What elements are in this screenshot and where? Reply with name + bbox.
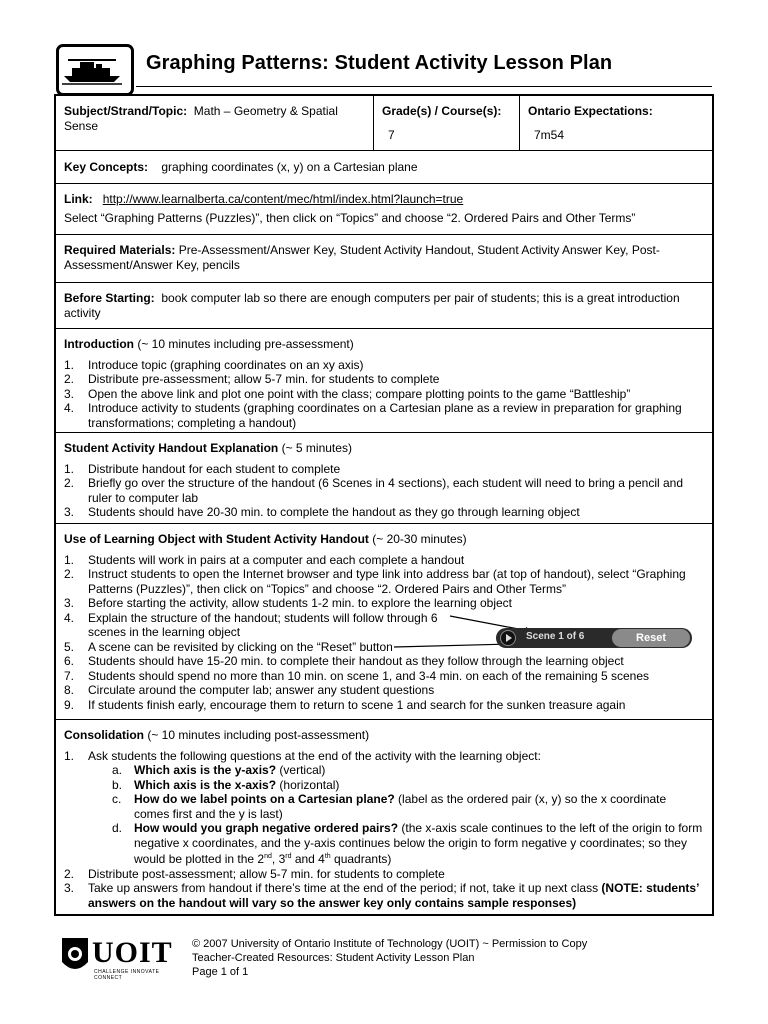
scene-navigator-screenshot (496, 628, 692, 648)
question-item: c. How do we label points on a Cartesian plane? (label as the ordered pair (x, y) so the x coordinate comes first and the y is last) (112, 792, 667, 821)
consolidation-list (64, 749, 704, 911)
ship-logo (56, 44, 134, 96)
key-concepts-label: Key Concepts: (64, 160, 149, 174)
uoit-logo-text: UOIT (92, 936, 173, 969)
play-icon (500, 630, 516, 646)
subject-label: Subject/Strand/Topic: (64, 104, 188, 118)
page-number: Page 1 of 1 (192, 966, 249, 978)
use-label: Use of Learning Object with Student Activity Handout (64, 532, 369, 546)
battleship-icon (62, 50, 122, 86)
list-item: 3. Open the above link and plot one point with the class; compare plotting points to the game “Battleship” (64, 386, 631, 401)
question-item: a. Which axis is the y-axis? (vertical) (112, 763, 326, 777)
list-item: 2. Distribute pre-assessment; allow 5-7 min. for students to complete (64, 372, 440, 386)
list-item: 4. Explain the structure of the handout; students will follow through 6 scenes in the learning object (64, 610, 438, 639)
list-item: 6. Students should have 15-20 min. to complete their handout as they follow through the learning object (64, 654, 624, 668)
uoit-shield-icon (60, 936, 90, 976)
handout-note: (~ 5 minutes) (281, 441, 352, 455)
uoit-tagline: CHALLENGE INNOVATE CONNECT (94, 969, 160, 981)
expectations-value: 7m54 (534, 127, 565, 142)
subject-value: Math – Geometry & Spatial Sense (64, 104, 338, 133)
link-label: Link: (64, 192, 93, 206)
introduction-note: (~ 10 minutes including pre-assessment) (137, 337, 354, 351)
expectations-label: Ontario Expectations: (528, 104, 653, 118)
consolidation-note: (~ 10 minutes including post-assessment) (147, 728, 370, 742)
materials-label: Required Materials: (64, 243, 176, 257)
title-divider (136, 86, 712, 87)
list-item: 1. Students will work in pairs at a computer and each complete a handout (64, 552, 465, 567)
lesson-plan-table (54, 94, 714, 916)
resource-line: Teacher-Created Resources: Student Activity Lesson Plan (192, 952, 475, 964)
list-item: 2. Distribute post-assessment; allow 5-7 min. for students to complete (64, 866, 445, 881)
handout-label: Student Activity Handout Explanation (64, 441, 279, 455)
grade-label: Grade(s) / Course(s): (382, 104, 502, 118)
link-instruction: Select “Graphing Patterns (Puzzles)”, then click on “Topics” and choose “2. Ordered Pairs and Other Terms” (64, 210, 636, 225)
list-item: 8. Circulate around the computer lab; answer any student questions (64, 683, 435, 697)
list-item: 1. Ask students the following questions at the end of the activity with the learning object: a. Which axis is the y-axis? (vertical) b. Which axis is the x-axis? (horizontal) c. How do we label points on a Cartesian plane? (label as the ordered pair (x, y) so the x coordinate comes first and the y is last) d. How would you graph negative ordered pairs? (the x-axis scale continues to the left of the origin to form negative x coordinates, and the y-axis continues below the origin to form negative y coordinates; so they would be plotted in the 2nd, 3rd and 4th quadrants) (64, 748, 703, 866)
before-label: Before Starting: (64, 291, 155, 305)
list-item: 7. Students should spend no more than 10 min. on scene 1, and 3-4 min. on each of the remaining 5 scenes (64, 668, 650, 683)
page-title: Graphing Patterns: Student Activity Lesson Plan (146, 52, 613, 74)
reset-button-image: Reset (612, 629, 690, 647)
list-item: 9. If students finish early, encourage them to return to scene 1 and search for the sunken treasure again (64, 697, 626, 712)
annotation-arrows (56, 96, 712, 656)
list-item: 1. Distribute handout for each student to complete (64, 461, 341, 476)
list-item: 2. Briefly go over the structure of the handout (6 Scenes in 4 sections), each student will need to bring a pencil and ruler to computer lab (64, 476, 684, 505)
list-item: 5. A scene can be revisited by clicking on the “Reset” button (64, 639, 393, 654)
introduction-label: Introduction (64, 337, 134, 351)
question-item: b. Which axis is the x-axis? (horizontal) (112, 777, 340, 792)
list-item: 2. Instruct students to open the Internet browser and type link into address bar (at top of handout), select “Graphing Patterns (Puzzles)”, then click on “Topics” and choose “2. Ordered Pairs and Other Terms” (64, 567, 686, 596)
scene-counter: Scene 1 of 6 (526, 631, 585, 642)
copyright-line: © 2007 University of Ontario Institute of Technology (UOIT) ~ Permission to Copy (192, 938, 588, 950)
question-item: d. How would you graph negative ordered pairs? (the x-axis scale continues to the left of the origin to form negative x coordinates, and the y-axis continues below the origin to form negative y coordinates; so they would be plotted in the 2nd, 3rd and 4th quadrants) (112, 821, 703, 866)
materials-value: Pre-Assessment/Answer Key, Student Activity Handout, Student Activity Answer Key, Post-Assessment/Answer Key, pencils (64, 243, 660, 272)
list-item: 3. Students should have 20-30 min. to complete the handout as they go through learning object (64, 505, 580, 519)
learning-object-link[interactable]: http://www.learnalberta.ca/content/mec/html/index.html?launch=true (102, 192, 464, 206)
uoit-logo (60, 936, 188, 980)
grade-value: 7 (388, 127, 395, 142)
use-note: (~ 20-30 minutes) (372, 532, 467, 546)
question-list (64, 763, 704, 867)
list-item: 3. Take up answers from handout if there’s time at the end of the period; if not, take it up next class (NOTE: students’ answers on the handout will vary so the answer key only contains sample responses) (64, 881, 699, 910)
consolidation-label: Consolidation (64, 728, 144, 742)
consolidation-row (56, 720, 712, 914)
key-concepts-value: graphing coordinates (x, y) on a Cartesian plane (161, 160, 418, 174)
before-value: book computer lab so there are enough computers per pair of students; this is a great introduction activity (64, 291, 680, 320)
footer-info (192, 937, 587, 979)
list-item: 4. Introduce activity to students (graphing coordinates on a Cartesian plane as a review in preparation for graphing transformations; completing a handout) (64, 401, 682, 430)
list-item: 1. Introduce topic (graphing coordinates on an xy axis) (64, 357, 364, 372)
list-item: 3. Before starting the activity, allow students 1-2 min. to explore the learning object (64, 596, 513, 610)
